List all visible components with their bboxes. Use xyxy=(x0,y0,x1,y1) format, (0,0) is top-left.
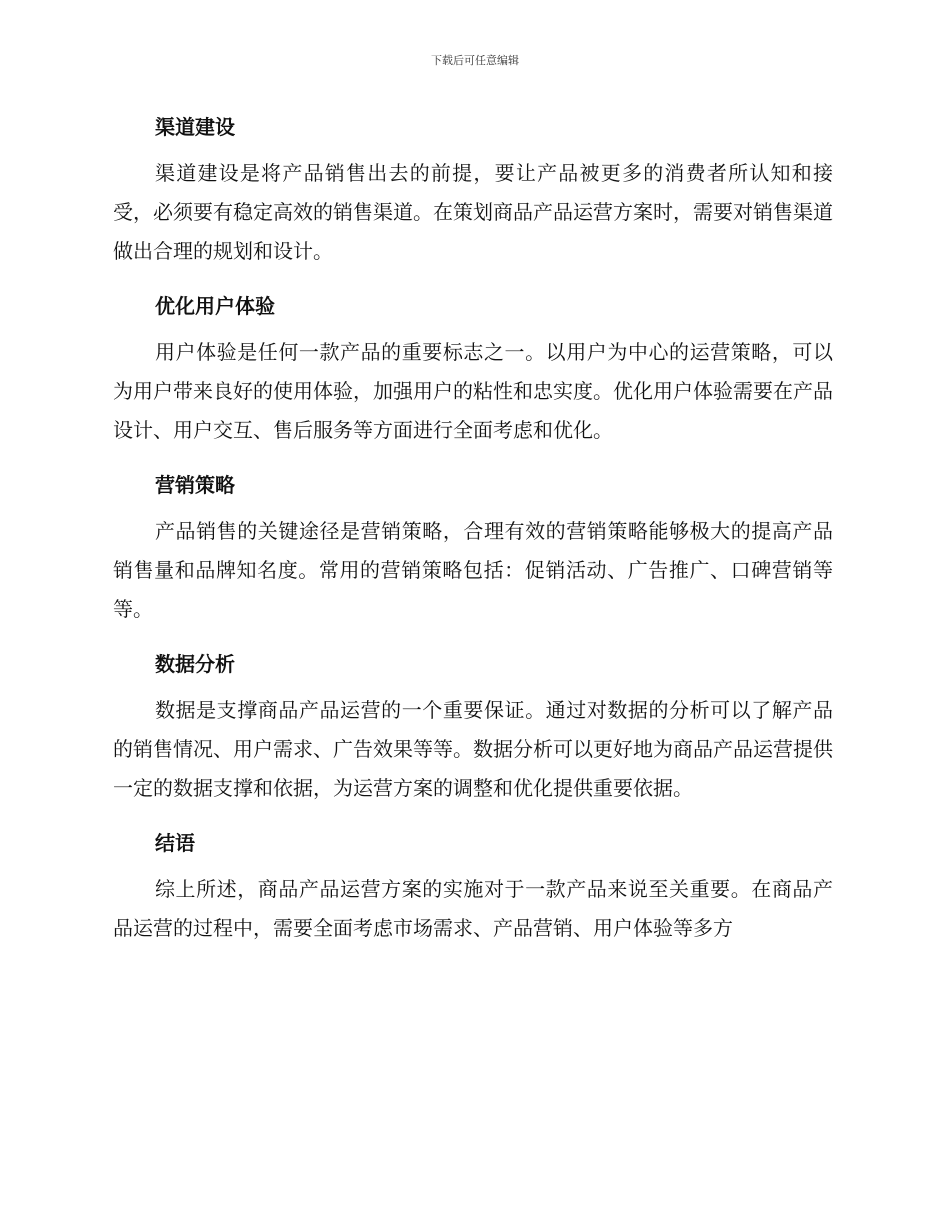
section-heading: 渠道建设 xyxy=(155,115,235,139)
section-paragraph: 用户体验是任何一款产品的重要标志之一。以用户为中心的运营策略，可以为用户带来良好的使用体验，加强用户的粘性和忠实度。优化用户体验需要在产品设计、用户交互、售后服务等方面进行全面考虑和优化。 xyxy=(113,340,833,442)
section-marketing-strategy xyxy=(113,468,833,629)
section-paragraph: 综上所述，商品产品运营方案的实施对于一款产品来说至关重要。在商品产品运营的过程中，需要全面考虑市场需求、产品营销、用户体验等多方 xyxy=(113,877,833,940)
document-body xyxy=(113,110,833,966)
section-heading: 结语 xyxy=(155,831,195,855)
section-data-analysis xyxy=(113,647,833,808)
section-conclusion xyxy=(113,826,833,948)
page-header: 下载后可任意编辑 xyxy=(431,54,519,67)
section-heading: 营销策略 xyxy=(155,473,235,497)
section-paragraph: 数据是支撑商品产品运营的一个重要保证。通过对数据的分析可以了解产品的销售情况、用户需求、广告效果等等。数据分析可以更好地为商品产品运营提供一定的数据支撑和依据，为运营方案的调整和优化提供重要依据。 xyxy=(113,698,833,800)
section-paragraph: 渠道建设是将产品销售出去的前提，要让产品被更多的消费者所认知和接受，必须要有稳定高效的销售渠道。在策划商品产品运营方案时，需要对销售渠道做出合理的规划和设计。 xyxy=(113,161,833,263)
section-channel-building xyxy=(113,110,833,271)
section-paragraph: 产品销售的关键途径是营销策略，合理有效的营销策略能够极大的提高产品销售量和品牌知名度。常用的营销策略包括：促销活动、广告推广、口碑营销等等。 xyxy=(113,519,833,621)
section-heading: 数据分析 xyxy=(155,652,235,676)
section-user-experience xyxy=(113,289,833,450)
section-heading: 优化用户体验 xyxy=(155,294,275,318)
